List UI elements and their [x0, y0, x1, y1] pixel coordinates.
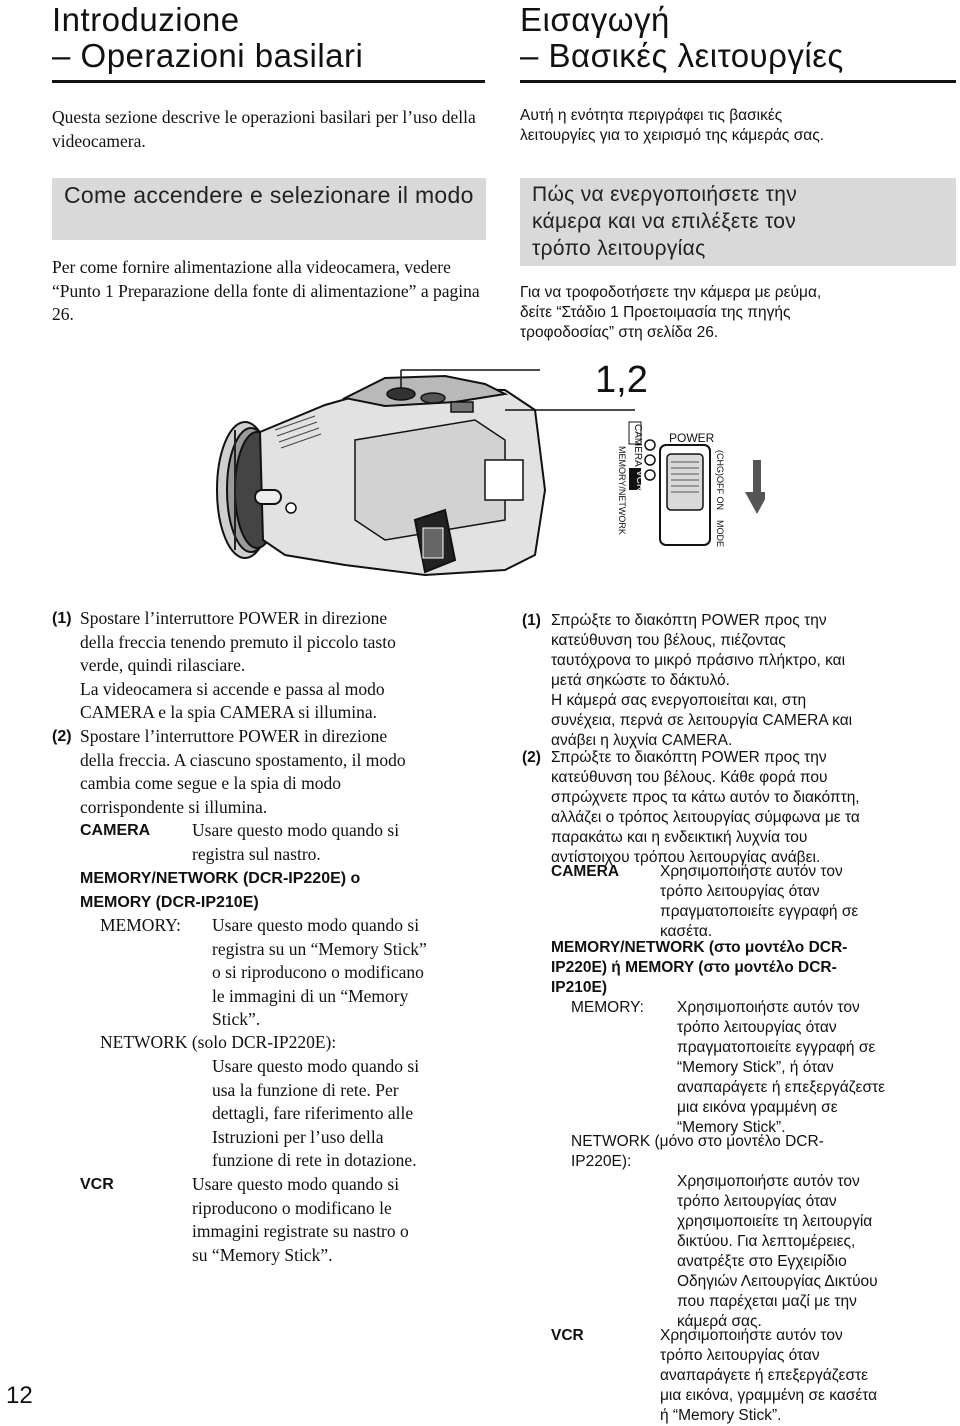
italian-memory-line: Stick”.: [212, 1009, 261, 1029]
greek-vcr-desc: [660, 1326, 877, 1426]
italian-title: [52, 2, 363, 74]
greek-camera-desc: [660, 862, 858, 942]
greek-title-line1: Εισαγωγή: [520, 1, 670, 38]
greek-power-line: Για να τροφοδοτήσετε την κάμερα με ρεύμα,: [520, 284, 822, 301]
greek-network-line: χρησιμοποιείτε τη λειτουργία: [677, 1213, 873, 1230]
italian-vcr-desc: [192, 1173, 409, 1267]
mode-label: MODE: [715, 520, 725, 547]
italian-step2-line: Spostare l’interruttore POWER in direzione: [80, 726, 388, 746]
italian-network-line: dettagli, fare riferimento alle: [212, 1103, 414, 1123]
italian-network-line: usa la funzione di rete. Per: [212, 1079, 399, 1100]
greek-title: [520, 2, 844, 74]
greek-network-line: Οδηγιών Λειτουργίας Δικτύου: [677, 1273, 878, 1290]
italian-vcr-line: su “Memory Stick”.: [192, 1244, 333, 1265]
italian-subtitle-bar: [52, 178, 486, 240]
greek-network-label-line: IP220E):: [571, 1153, 632, 1170]
greek-vcr-line: ή “Memory Stick”.: [660, 1407, 782, 1424]
greek-camera-line: πραγματοποιείτε εγγραφή σε: [660, 903, 859, 920]
greek-step1-line: συνέχεια, περνά σε λειτουργία CAMERA και: [551, 712, 853, 729]
greek-memnet-line: IP210E): [551, 979, 608, 996]
greek-vcr-line: μια εικόνα, γραμμένη σε κασέτα: [660, 1387, 878, 1404]
italian-step1: [80, 607, 396, 725]
greek-network-label: [571, 1132, 824, 1172]
greek-title-rule: [520, 80, 956, 83]
greek-network-label-line: NETWORK (μόνο στο μοντέλο DCR-: [571, 1133, 824, 1150]
italian-vcr-line: immagini registrate su nastro o: [192, 1221, 409, 1241]
greek-step1: [551, 611, 852, 751]
italian-memory-label: MEMORY:: [100, 915, 182, 935]
greek-memnet-line: MEMORY/NETWORK (στο μοντέλο DCR-: [551, 939, 848, 956]
italian-step1-line: della freccia tenendo premuto il piccolo tasto: [80, 631, 396, 652]
italian-steps: [52, 607, 492, 1267]
greek-subtitle-line: κάμερα και να επιλέξετε τον: [532, 210, 797, 233]
memory-network-label: MEMORY/NETWORK: [617, 446, 627, 535]
greek-memory-line: αναπαράγετε ή επεξεργάζεστε: [677, 1079, 886, 1096]
italian-subtitle: Come accendere e selezionare il modo: [64, 182, 474, 208]
greek-network-line: που παρέχεται μαζί με την: [677, 1293, 857, 1310]
greek-camera-label: CAMERA: [551, 863, 620, 880]
greek-network-desc: [677, 1172, 878, 1332]
italian-step2-line: cambia come segue e la spia di modo: [80, 773, 341, 793]
greek-subtitle-bar: [520, 178, 956, 266]
italian-memory-line: le immagini di un “Memory: [212, 985, 409, 1006]
camcorder-drawing: [205, 350, 765, 590]
vcr-lamp-label: VCR: [634, 470, 645, 492]
italian-camera-line: registra sul nastro.: [192, 843, 321, 864]
greek-camera-line: Χρησιμοποιήστε αυτόν τον: [660, 863, 843, 880]
greek-memory-line: “Memory Stick”, ή όταν: [677, 1059, 834, 1076]
greek-step2: [551, 748, 860, 868]
greek-step1-line: ταυτόχρονα το μικρό πράσινο πλήκτρο, και: [551, 652, 846, 669]
italian-vcr-line: Usare questo modo quando si: [192, 1174, 400, 1194]
greek-step2-line: Σπρώξτε το διακόπτη POWER προς την: [551, 749, 827, 766]
italian-step1-line: verde, quindi rilasciare.: [80, 655, 246, 675]
side-switch: [255, 490, 281, 504]
greek-intro: [520, 106, 824, 146]
greek-network-line: Χρησιμοποιήστε αυτόν τον: [677, 1173, 860, 1190]
italian-network-desc: [212, 1055, 419, 1173]
greek-subtitle: [520, 178, 956, 262]
greek-intro-line: Αυτή η ενότητα περιγράφει τις βασικές: [520, 107, 783, 124]
side-button: [286, 503, 296, 513]
greek-memory-desc: [677, 998, 885, 1138]
italian-memory-line: registra su un “Memory Stick”: [212, 938, 427, 959]
greek-step2-line: κατεύθυνση του βέλους. Κάθε φορά που: [551, 769, 828, 786]
greek-memory-line: “Memory Stick”.: [677, 1119, 786, 1136]
power-label: POWER: [669, 431, 715, 445]
italian-power-text: Per come fornire alimentazione alla videocamera, vedere “Punto 1 Preparazione della fonte di alimentazione” a pagina 26.: [52, 257, 480, 324]
greek-memory-line: πραγματοποιείτε εγγραφή σε: [677, 1039, 876, 1056]
greek-step1-line: Σπρώξτε το διακόπτη POWER προς την: [551, 612, 827, 629]
switch-positions-label: (CHG)OFF ON: [715, 450, 725, 510]
page-number: 12: [6, 1382, 33, 1409]
italian-step2-line: della freccia. A ciascuno spostamento, il modo: [80, 749, 406, 770]
greek-camera-line: κασέτα.: [660, 923, 713, 940]
greek-step2-line: αντίστοιχου τρόπου λειτουργίας ανάβει.: [551, 849, 821, 866]
greek-vcr-line: αναπαράγετε ή επεξεργάζεστε: [660, 1367, 869, 1384]
greek-subtitle-line: Πώς να ενεργοποιήσετε την: [532, 183, 798, 206]
greek-step1-line: μετά σηκώστε το δάκτυλό.: [551, 672, 730, 689]
greek-step2-number: (2): [522, 749, 541, 766]
greek-camera-line: τρόπο λειτουργίας όταν: [660, 883, 820, 900]
greek-memnet-line: IP220E) ή MEMORY (στο μοντέλο DCR-: [551, 959, 837, 976]
greek-step1-line: κατεύθυνση του βέλους, πιέζοντας: [551, 632, 786, 649]
vcr-lamp: [645, 470, 655, 480]
italian-step1-line: Spostare l’interruttore POWER in direzione: [80, 608, 388, 628]
camcorder-illustration: [205, 350, 765, 590]
label-plate: [485, 460, 523, 500]
italian-title-line1: Introduzione: [52, 1, 240, 38]
italian-title-rule: [52, 80, 485, 83]
italian-step2-line: corrispondente si illumina.: [80, 796, 268, 817]
italian-camera-desc: [192, 819, 399, 866]
greek-memory-line: τρόπο λειτουργίας όταν: [677, 1019, 837, 1036]
italian-vcr-line: riproducono o modificano le: [192, 1197, 392, 1218]
greek-network-line: ανατρέξτε στο Εγχειρίδιο: [677, 1253, 847, 1270]
memory-lamp: [645, 455, 655, 465]
italian-vcr-label: VCR: [80, 1176, 114, 1193]
greek-memory-line: Χρησιμοποιήστε αυτόν τον: [677, 999, 860, 1016]
greek-network-line: δικτύου. Για λεπτομέρειες,: [677, 1233, 856, 1250]
italian-memory-desc: [212, 914, 427, 1032]
italian-network-line: Usare questo modo quando si: [212, 1056, 420, 1076]
greek-step1-line: ανάβει η λυχνία CAMERA.: [551, 732, 733, 749]
greek-intro-line: λειτουργίες για το χειρισμό της κάμεράς σας.: [520, 127, 825, 144]
italian-memory-line: o si riproducono o modificano: [212, 962, 424, 982]
greek-vcr-label: VCR: [551, 1327, 584, 1344]
greek-power-text: [520, 283, 821, 343]
greek-step2-line: σπρώχνετε προς τα κάτω αυτόν το διακόπτη,: [551, 789, 860, 806]
greek-steps: [522, 611, 958, 1424]
down-arrow-icon: [745, 460, 765, 514]
camera-lamp-label: CAMERA: [632, 424, 643, 467]
italian-memory-line: Usare questo modo quando si: [212, 915, 420, 935]
greek-memory-network-heading: [551, 938, 847, 998]
italian-title-line2: – Operazioni basilari: [52, 37, 364, 74]
italian-memnet-line: MEMORY (DCR-IP210E): [80, 893, 259, 911]
greek-title-line2: – Βασικές λειτουργίες: [520, 37, 844, 74]
greek-network-line: κάμερά σας.: [677, 1313, 762, 1330]
italian-network-label: NETWORK (solo DCR-IP220E):: [100, 1032, 337, 1052]
italian-intro: Questa sezione descrive le operazioni basilari per l’uso della videocamera.: [52, 107, 476, 151]
italian-step1-line: La videocamera si accende e passa al modo: [80, 678, 385, 699]
greek-step1-line: Η κάμερά σας ενεργοποιείται και, στη: [551, 692, 807, 709]
italian-memnet-line: MEMORY/NETWORK (DCR-IP220E) o: [80, 870, 361, 887]
italian-step1-line: CAMERA e la spia CAMERA si illumina.: [80, 702, 378, 722]
greek-memory-label: MEMORY:: [571, 999, 644, 1016]
viewfinder-lens: [423, 528, 443, 558]
greek-memory-line: μια εικόνα γραμμένη σε: [677, 1099, 838, 1116]
step-label: 1,2: [595, 359, 648, 401]
italian-step1-number: (1): [52, 610, 72, 627]
italian-camera-label: CAMERA: [80, 822, 151, 839]
greek-subtitle-line: τρόπο λειτουργίας: [532, 237, 706, 260]
greek-power-line: δείτε “Στάδιο 1 Προετοιμασία της πηγής: [520, 304, 791, 321]
greek-vcr-line: τρόπο λειτουργίας όταν: [660, 1347, 820, 1364]
italian-camera-line: Usare questo modo quando si: [192, 820, 400, 840]
greek-vcr-line: Χρησιμοποιήστε αυτόν τον: [660, 1327, 843, 1344]
greek-power-line: τροφοδοσίας” στη σελίδα 26.: [520, 324, 719, 341]
camera-lamp: [645, 440, 655, 450]
italian-step2: [80, 725, 406, 819]
italian-memory-network-heading: [80, 867, 360, 914]
greek-network-line: τρόπο λειτουργίας όταν: [677, 1193, 837, 1210]
greek-step1-number: (1): [522, 612, 541, 629]
greek-step2-line: αλλάζει ο τρόπος λειτουργίας σύμφωνα με τα: [551, 809, 860, 826]
italian-network-line: Istruzioni per l’uso della: [212, 1126, 384, 1147]
italian-network-line: funzione di rete in dotazione.: [212, 1150, 417, 1170]
italian-step2-number: (2): [52, 728, 72, 745]
greek-step2-line: παρακάτω και η ενδεικτική λυχνία του: [551, 829, 808, 846]
